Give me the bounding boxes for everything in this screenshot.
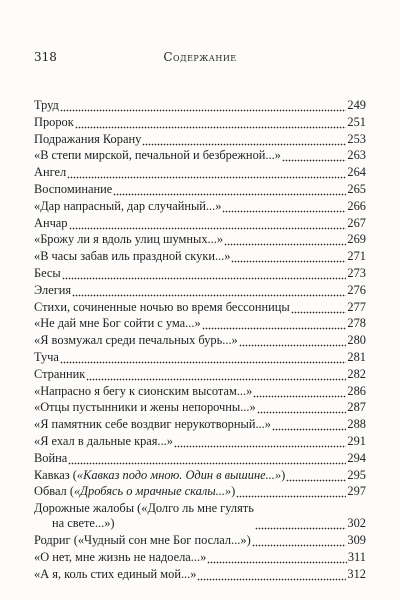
toc-entry-page: 288: [347, 417, 366, 432]
toc-entry-page: 311: [347, 549, 366, 564]
leader-dots: [197, 567, 346, 582]
toc-entry-title: «Отцы пустынники и жены непорочны...»: [34, 400, 256, 415]
leader-dots: [286, 468, 346, 483]
toc-entry: [34, 266, 366, 281]
toc-entry: [34, 350, 366, 365]
toc-entry-page: 312: [347, 566, 366, 581]
toc-entry-title: Пророк: [34, 114, 74, 129]
toc-entry: [34, 567, 366, 582]
toc-entry-title: Труд: [34, 98, 59, 112]
toc-entry-title: Анчар: [34, 215, 68, 230]
leader-dots: [255, 516, 347, 531]
toc-entry-title: Родриг («Чудный сон мне Бог послал...»): [34, 532, 251, 547]
toc-entry: [34, 165, 366, 180]
toc-entry-title: «В часы забав иль праздной скуки...»: [34, 249, 231, 264]
toc-entry: [34, 98, 366, 113]
toc-entry-title: [34, 501, 254, 531]
toc-entry: [34, 533, 366, 548]
toc-entry-page: 271: [347, 249, 366, 264]
toc-entry-title: «О нет, мне жизнь не надоела...»: [34, 549, 207, 564]
toc-entry: [34, 300, 366, 315]
page-header: [34, 50, 366, 68]
toc-entry-page: 278: [347, 316, 366, 331]
toc-entry-title: Элегия: [34, 282, 72, 297]
toc-entry-title: «Не дай мне Бог сойти с ума...»: [34, 316, 201, 331]
toc-entry-title: «Напрасно я бегу к сионским высотам...»: [34, 383, 253, 398]
leader-dots: [272, 417, 346, 432]
toc-entry-page: 286: [347, 383, 366, 398]
leader-dots: [142, 132, 346, 147]
toc-entry-page: 280: [347, 333, 366, 348]
toc-entry-title: «Я памятник себе воздвиг нерукотворный...»: [34, 417, 271, 432]
toc-entry-page: 273: [347, 265, 366, 280]
toc-entry-page: 297: [347, 484, 366, 499]
leader-dots: [224, 232, 346, 247]
leader-dots: [252, 533, 347, 548]
toc-entry-page: 253: [347, 131, 366, 146]
leader-dots: [222, 199, 346, 214]
toc-entry: [34, 249, 366, 264]
toc-entry-page: 295: [347, 467, 366, 482]
toc-entry-title: Странник: [34, 366, 86, 381]
toc-entry-page: 251: [347, 114, 366, 129]
toc-entry-title-italic: «Кавказ подо мною. Один в вышине...»: [76, 467, 282, 482]
toc-entry: [34, 232, 366, 247]
toc-entry: [34, 400, 366, 415]
leader-dots: [257, 400, 347, 415]
running-title: Содержание: [163, 50, 237, 64]
toc-entry-page: 276: [347, 282, 366, 297]
leader-dots: [86, 367, 346, 382]
leader-dots: [69, 216, 347, 231]
toc-entry-title: «Я ехал в дальные края...»: [34, 433, 173, 448]
toc-entry-title: Подражания Корану: [34, 131, 142, 146]
toc-entry: [34, 384, 366, 399]
toc-entry: [34, 115, 366, 130]
toc-entry: [34, 316, 366, 331]
leader-dots: [253, 384, 346, 399]
toc-entry-title: «Брожу ли я вдоль улиц шумных...»: [34, 232, 224, 247]
leader-dots: [174, 434, 346, 449]
toc-entry-title: [34, 468, 285, 483]
toc-entry-title-prefix: Обвал (: [34, 484, 74, 499]
toc-entry-page: 249: [347, 98, 366, 112]
toc-entry: [34, 501, 366, 531]
toc-entry-title-suffix: ): [231, 484, 236, 499]
page-number: 318: [34, 50, 57, 64]
toc-entry-title: «А я, коль стих единый мой...»: [34, 566, 197, 581]
toc-entry-title: Туча: [34, 349, 59, 364]
toc-entry-title-line1: Дорожные жалобы («Долго ль мне гулять: [34, 501, 254, 516]
leader-dots: [72, 283, 346, 298]
toc-entry-title: Стихи, сочиненные ночью во время бессонницы: [34, 299, 290, 314]
leader-dots: [291, 300, 347, 315]
toc-entry-page: 267: [347, 215, 366, 230]
leader-dots: [282, 148, 347, 163]
toc-entry-page: 269: [347, 232, 366, 247]
toc-entry: [34, 484, 366, 499]
leader-dots: [202, 316, 347, 331]
toc-entry-title: Бесы: [34, 265, 61, 280]
toc-entry-page: 309: [347, 532, 366, 547]
leader-dots: [60, 350, 347, 365]
toc-entry-title: Война: [34, 450, 68, 465]
toc-entry: [34, 367, 366, 382]
toc-entry-title: [34, 484, 235, 499]
toc-entry-title: Ангел: [34, 165, 67, 180]
leader-dots: [75, 115, 347, 130]
toc-entry-page: 291: [347, 433, 366, 448]
toc-entry-title-line2: на свете...»): [52, 516, 115, 531]
toc-entry: [34, 132, 366, 147]
leader-dots: [67, 165, 346, 180]
toc-entry-title-italic: «Дробясь о мрачные скалы...»: [73, 484, 232, 499]
toc-entry-page: 265: [347, 181, 366, 196]
toc-entry: [34, 199, 366, 214]
toc-entry-title: Воспоминание: [34, 181, 113, 196]
toc-entry: [34, 333, 366, 348]
toc-entry: [34, 283, 366, 298]
toc-entry: [34, 468, 366, 483]
toc-entry-page: 264: [347, 165, 366, 180]
leader-dots: [207, 550, 347, 565]
toc-entry-page: 282: [347, 366, 366, 381]
toc-entry-page: 263: [347, 148, 366, 163]
toc-entry: [34, 434, 366, 449]
toc-entry: [34, 216, 366, 231]
table-of-contents: [34, 98, 366, 583]
toc-entry-page: 266: [347, 198, 366, 213]
toc-entry-title: «В степи мирской, печальной и безбрежной...»: [34, 148, 281, 163]
toc-entry-page: 277: [347, 299, 366, 314]
toc-entry: [34, 417, 366, 432]
leader-dots: [60, 98, 347, 113]
toc-entry: [34, 148, 366, 163]
leader-dots: [231, 249, 346, 264]
toc-entry-title: «Дар напрасный, дар случайный...»: [34, 198, 222, 213]
leader-dots: [62, 266, 347, 281]
toc-entry-page: 302: [347, 516, 366, 531]
toc-entry-page: 281: [347, 349, 366, 364]
toc-entry-title: «Я возмужал среди печальных бурь...»: [34, 333, 238, 348]
toc-entry: [34, 451, 366, 466]
leader-dots: [113, 182, 346, 197]
toc-entry-page: 294: [347, 450, 366, 465]
toc-entry: [34, 182, 366, 197]
leader-dots: [236, 484, 346, 499]
toc-entry-title-prefix: Кавказ (: [34, 467, 77, 482]
toc-entry-page: 287: [347, 400, 366, 415]
leader-dots: [68, 451, 346, 466]
leader-dots: [239, 333, 347, 348]
toc-entry: [34, 550, 366, 565]
toc-entry-title-suffix: ): [281, 467, 286, 482]
